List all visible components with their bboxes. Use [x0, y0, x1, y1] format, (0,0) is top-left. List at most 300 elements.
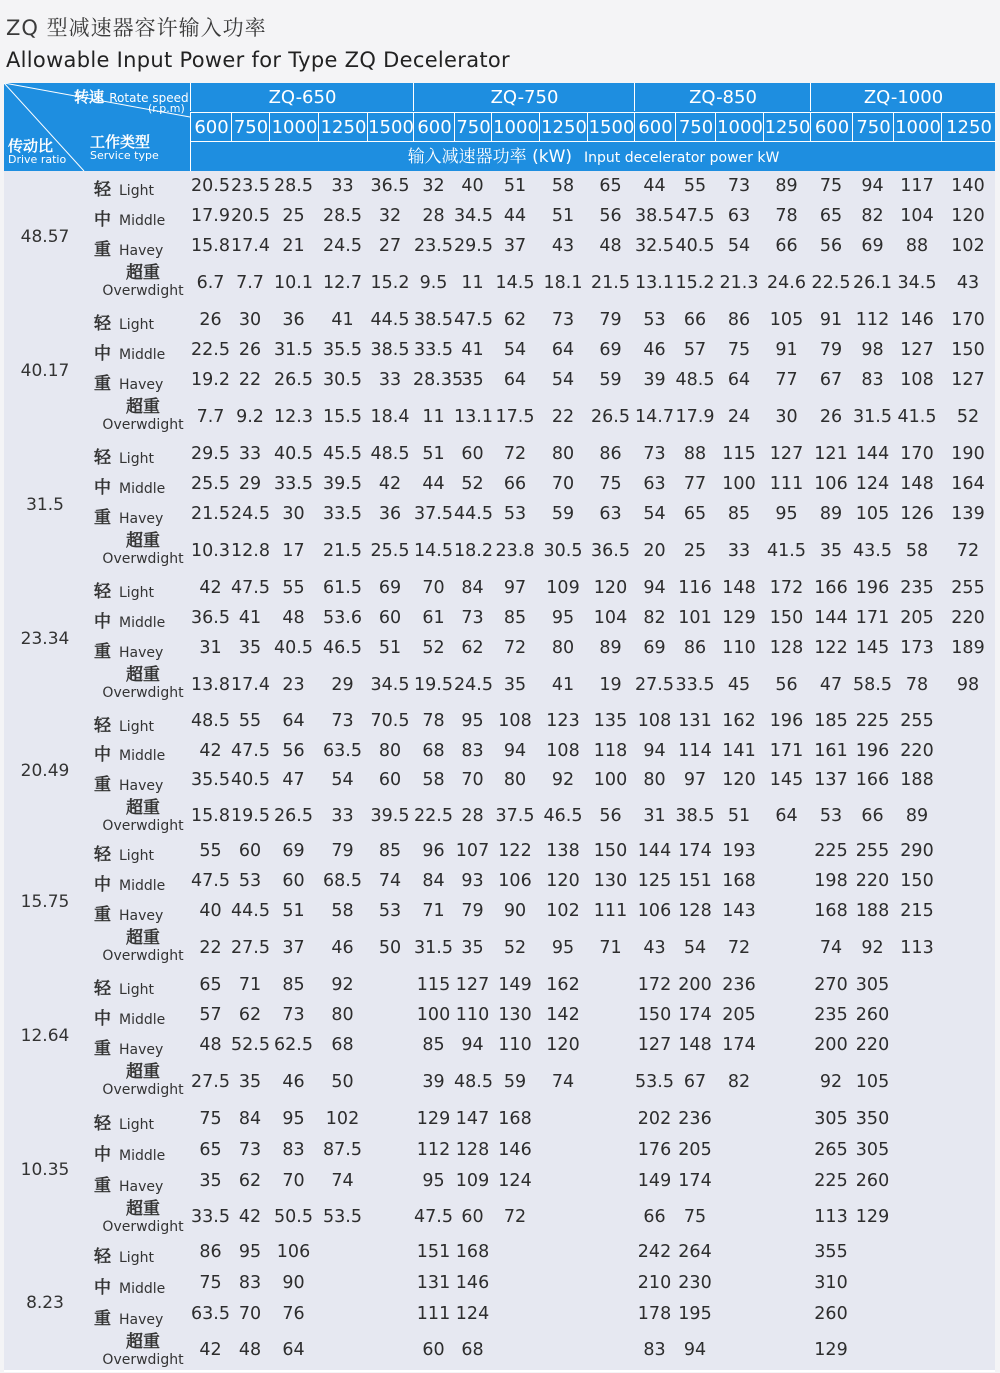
power-cell: 149	[637, 1171, 672, 1191]
power-cell: 92	[861, 938, 884, 958]
power-cell: 10.1	[274, 273, 313, 293]
power-cell: 55	[282, 578, 305, 598]
power-cell: 84	[422, 871, 445, 891]
power-cell: 46	[282, 1072, 305, 1092]
power-cell: 92	[551, 770, 575, 791]
power-cell: 28.35	[413, 370, 464, 390]
service-type-label: 超重 Overwdight	[102, 263, 184, 299]
power-cell: 43	[643, 938, 666, 958]
power-cell: 76	[282, 1304, 305, 1324]
power-cell: 220	[855, 871, 890, 891]
power-cell: 77	[775, 370, 798, 390]
power-cell: 58.5	[853, 675, 892, 695]
power-cell: 120	[546, 871, 580, 891]
power-cell: 109	[455, 1171, 490, 1191]
power-cell: 200	[678, 975, 712, 995]
power-cell: 47.5	[454, 310, 493, 330]
power-cell: 63.5	[323, 740, 362, 761]
power-cell: 305	[855, 975, 890, 995]
power-cell: 11	[461, 273, 484, 293]
power-cell: 235	[900, 578, 934, 598]
power-cell: 43	[956, 273, 980, 293]
power-cell: 64	[775, 806, 798, 826]
service-type-label: 中 Middle	[94, 210, 166, 230]
power-cell: 74	[551, 1072, 575, 1092]
power-cell: 111	[593, 901, 628, 921]
power-cell: 82	[643, 608, 666, 628]
power-cell: 24	[727, 407, 751, 427]
power-cell: 82	[727, 1072, 751, 1092]
power-cell: 127	[769, 444, 804, 464]
service-type-label: 重 Havey	[94, 905, 164, 925]
power-cell: 57	[199, 1005, 222, 1025]
service-type-label: 中 Middle	[94, 875, 166, 895]
table-header	[4, 83, 995, 171]
power-cell: 42	[199, 1340, 222, 1360]
power-cell: 255	[855, 841, 890, 861]
power-cell: 171	[769, 740, 804, 761]
service-type-label: 重 Havey	[94, 508, 164, 528]
power-cell: 38.5	[414, 310, 453, 330]
power-cell: 44	[503, 206, 527, 226]
power-cell: 60	[461, 1207, 484, 1227]
power-cell: 84	[238, 1109, 262, 1129]
power-cell: 50	[378, 938, 402, 958]
power-cell: 96	[422, 841, 445, 861]
power-cell: 162	[722, 711, 756, 731]
power-cell: 73	[238, 1140, 262, 1160]
power-cell: 70	[551, 474, 575, 494]
power-cell: 106	[276, 1242, 311, 1262]
speed-header: 1250	[539, 112, 588, 141]
power-cell: 33.5	[414, 340, 453, 360]
power-cell: 56	[819, 236, 843, 256]
power-cell: 105	[855, 504, 890, 524]
power-cell: 57	[683, 340, 707, 360]
power-cell: 72	[503, 444, 527, 464]
power-cell: 83	[461, 740, 484, 761]
model-header: ZQ-750	[413, 83, 635, 111]
power-cell: 162	[546, 975, 580, 995]
power-cell: 80	[551, 444, 575, 464]
power-cell: 73	[331, 711, 354, 731]
drive-ratio-value: 40.17	[20, 361, 70, 381]
power-cell: 350	[855, 1109, 890, 1129]
speed-header: 1000	[269, 112, 319, 141]
power-cell: 101	[678, 608, 712, 628]
power-cell: 33	[238, 444, 262, 464]
power-cell: 67	[683, 1072, 707, 1092]
power-cell: 27.5	[231, 938, 270, 958]
power-cell: 47	[282, 770, 305, 791]
service-type-label: 中 Middle	[94, 1144, 166, 1165]
power-cell: 124	[855, 474, 890, 494]
power-cell: 59	[503, 1072, 527, 1092]
power-cell: 124	[455, 1304, 490, 1324]
power-cell: 18.1	[543, 273, 583, 293]
power-cell: 28	[461, 806, 484, 826]
table-row	[86, 1166, 995, 1197]
power-cell: 68	[422, 740, 445, 761]
power-cell: 36.5	[370, 176, 410, 196]
speed-header: 1250	[941, 112, 996, 141]
power-cell: 68.5	[323, 871, 362, 891]
power-cell: 69	[378, 578, 402, 598]
power-cell: 142	[546, 1005, 580, 1025]
power-cell: 122	[814, 638, 848, 658]
power-cell: 12.3	[274, 407, 313, 427]
service-type-label: 重 Havey	[94, 642, 164, 662]
power-cell: 48	[238, 1340, 262, 1360]
power-cell: 72	[503, 1207, 527, 1227]
power-cell: 56	[599, 806, 622, 826]
ratio-group	[4, 707, 995, 838]
power-cell: 55	[683, 176, 707, 196]
service-type-label: 轻 Light	[94, 448, 154, 468]
power-cell: 53	[503, 504, 527, 524]
power-cell: 125	[637, 871, 672, 891]
power-cell: 60	[282, 871, 305, 891]
speed-header: 600	[634, 112, 676, 141]
power-cell: 168	[498, 1109, 532, 1129]
power-cell: 85	[503, 608, 527, 628]
power-cell: 54	[551, 370, 575, 390]
power-cell: 145	[769, 770, 804, 791]
power-cell: 135	[593, 711, 628, 731]
table-row	[86, 737, 995, 767]
power-cell: 18.2	[454, 541, 493, 561]
power-cell: 36.5	[591, 541, 630, 561]
ratio-group	[4, 305, 995, 441]
power-cell: 15.2	[675, 273, 715, 293]
power-cell: 260	[814, 1304, 848, 1324]
power-cell: 41	[331, 310, 354, 330]
power-cell: 130	[593, 871, 628, 891]
power-cell: 19	[599, 675, 622, 695]
power-cell: 129	[855, 1207, 890, 1227]
power-cell: 310	[814, 1273, 848, 1293]
table-row	[86, 766, 995, 796]
power-cell: 55	[238, 711, 262, 731]
power-cell: 150	[900, 871, 934, 891]
power-cell: 196	[855, 740, 890, 761]
power-cell: 117	[900, 176, 934, 196]
power-cell: 48	[199, 1035, 222, 1055]
power-cell: 56	[282, 740, 305, 761]
power-cell: 43	[551, 236, 575, 256]
ratio-group	[4, 171, 995, 307]
power-cell: 151	[416, 1242, 451, 1262]
power-cell: 28.5	[274, 176, 313, 196]
power-cell: 62	[503, 310, 527, 330]
service-type-label: 超重 Overwdight	[102, 1062, 184, 1098]
power-cell: 68	[331, 1035, 354, 1055]
power-cell: 79	[331, 841, 354, 861]
power-cell: 128	[455, 1140, 490, 1160]
power-cell: 54	[643, 504, 666, 524]
speed-header: 750	[675, 112, 716, 141]
table-row	[86, 1030, 995, 1060]
power-cell: 210	[637, 1273, 672, 1293]
power-cell: 60	[378, 608, 402, 628]
power-cell: 34.5	[370, 675, 410, 695]
power-cell: 195	[678, 1304, 712, 1324]
power-cell: 200	[814, 1035, 848, 1055]
power-cell: 120	[722, 770, 756, 791]
power-cell: 95	[775, 504, 798, 524]
power-cell: 11	[422, 407, 445, 427]
power-cell: 145	[855, 638, 890, 658]
power-cell: 31.5	[274, 340, 313, 360]
power-cell: 121	[814, 444, 848, 464]
power-cell: 33	[727, 541, 751, 561]
power-cell: 71	[422, 901, 445, 921]
power-cell: 255	[900, 711, 934, 731]
power-cell: 170	[951, 310, 985, 330]
rpm-label: (r.p.m)	[148, 102, 185, 115]
power-cell: 89	[819, 504, 843, 524]
power-cell: 66	[503, 474, 527, 494]
power-cell: 94	[461, 1035, 484, 1055]
service-type-label: 超重 Overwdight	[102, 1332, 184, 1368]
power-cell: 78	[905, 675, 929, 695]
power-cell: 196	[769, 711, 804, 731]
power-cell: 91	[775, 340, 798, 360]
power-cell: 42	[378, 474, 402, 494]
power-cell: 27.5	[191, 1072, 230, 1092]
power-cell: 53.5	[635, 1072, 674, 1092]
power-cell: 35	[819, 541, 843, 561]
power-cell: 63	[643, 474, 666, 494]
power-cell: 46.5	[543, 806, 583, 826]
power-cell: 52	[956, 407, 980, 427]
power-cell: 14.5	[414, 541, 453, 561]
power-cell: 92	[331, 975, 354, 995]
rotate-speed-label: 转速 Rotate speed	[74, 88, 189, 106]
power-cell: 33	[331, 176, 354, 196]
power-cell: 32	[422, 176, 445, 196]
power-cell: 148	[678, 1035, 712, 1055]
power-cell: 65	[199, 975, 222, 995]
power-cell: 21.5	[191, 504, 230, 524]
power-cell: 65	[599, 176, 622, 196]
power-cell: 173	[900, 638, 934, 658]
power-cell: 79	[819, 340, 843, 360]
power-cell: 93	[461, 871, 484, 891]
power-cell: 108	[546, 740, 580, 761]
power-cell: 48.5	[454, 1072, 493, 1092]
power-cell: 143	[722, 901, 756, 921]
power-cell: 102	[951, 236, 985, 256]
table-row	[86, 305, 995, 335]
power-cell: 66	[643, 1207, 666, 1227]
power-cell: 290	[900, 841, 934, 861]
power-cell: 41	[551, 675, 575, 695]
power-cell: 78	[775, 206, 798, 226]
power-cell: 85	[422, 1035, 445, 1055]
power-cell: 59	[599, 370, 622, 390]
power-header: 输入减速器功率 (kW) Input decelerator power kW	[190, 141, 996, 172]
power-cell: 150	[951, 340, 985, 360]
table-row	[86, 1197, 995, 1237]
power-cell: 100	[593, 770, 628, 791]
power-cell: 255	[951, 578, 985, 598]
power-cell: 73	[461, 608, 484, 628]
power-cell: 161	[814, 740, 848, 761]
power-cell: 65	[683, 504, 707, 524]
power-cell: 83	[861, 370, 884, 390]
power-cell: 34.5	[897, 273, 937, 293]
ratio-group	[4, 1104, 995, 1239]
power-cell: 83	[282, 1140, 305, 1160]
table-row	[86, 1299, 995, 1330]
power-cell: 50.5	[274, 1207, 313, 1227]
power-cell: 44.5	[454, 504, 493, 524]
speed-header: 750	[231, 112, 270, 141]
power-cell: 68	[461, 1340, 484, 1360]
table-row	[86, 231, 995, 261]
power-cell: 35	[238, 1072, 262, 1092]
power-cell: 48	[282, 608, 305, 628]
power-cell: 20	[643, 541, 666, 561]
power-cell: 38.5	[370, 340, 410, 360]
power-cell: 64	[282, 1340, 305, 1360]
table-row	[86, 926, 995, 970]
power-cell: 26	[819, 407, 843, 427]
power-cell: 22.5	[811, 273, 851, 293]
power-cell: 110	[455, 1005, 490, 1025]
model-header: ZQ-650	[190, 83, 414, 111]
power-cell: 110	[722, 638, 756, 658]
table-row	[86, 866, 995, 896]
power-cell: 106	[498, 871, 532, 891]
power-cell: 26.5	[274, 370, 313, 390]
power-cell: 104	[900, 206, 934, 226]
power-cell: 24.5	[454, 675, 493, 695]
table-row	[86, 796, 995, 836]
power-cell: 26.5	[591, 407, 630, 427]
service-type-label: 超重 Overwdight	[102, 665, 184, 701]
power-cell: 41	[461, 340, 484, 360]
power-cell: 25.5	[370, 541, 410, 561]
power-cell: 139	[951, 504, 985, 524]
power-cell: 105	[769, 310, 804, 330]
power-cell: 9.5	[419, 273, 448, 293]
power-cell: 30	[282, 504, 305, 524]
service-type-label: 轻 Light	[94, 180, 154, 200]
power-cell: 38.5	[675, 806, 715, 826]
power-cell: 151	[678, 871, 712, 891]
power-cell: 193	[722, 841, 756, 861]
drive-ratio-value: 8.23	[26, 1292, 64, 1313]
power-cell: 115	[722, 444, 756, 464]
power-cell: 185	[814, 711, 848, 731]
power-cell: 80	[643, 770, 666, 791]
power-cell: 30.5	[543, 541, 583, 561]
table-row	[86, 633, 995, 663]
power-cell: 60	[461, 444, 484, 464]
power-cell: 108	[498, 711, 532, 731]
power-cell: 23.8	[495, 541, 535, 561]
power-cell: 23.5	[414, 236, 453, 256]
power-cell: 73	[727, 176, 751, 196]
power-cell: 166	[855, 770, 890, 791]
power-cell: 41.5	[897, 407, 937, 427]
title-english: Allowable Input Power for Type ZQ Decelerator	[6, 48, 510, 72]
drive-ratio-value: 10.35	[20, 1159, 70, 1180]
table-row	[86, 365, 995, 395]
power-cell: 39	[643, 370, 666, 390]
power-cell: 205	[722, 1005, 756, 1025]
speed-header: 1250	[318, 112, 368, 141]
power-cell: 22	[551, 407, 575, 427]
power-cell: 98	[956, 675, 980, 695]
power-cell: 80	[331, 1005, 354, 1025]
power-cell: 42	[199, 740, 222, 761]
power-cell: 24.5	[323, 236, 362, 256]
power-cell: 19.2	[191, 370, 230, 390]
power-cell: 164	[951, 474, 985, 494]
power-cell: 51	[282, 901, 305, 921]
power-cell: 40	[461, 176, 484, 196]
power-cell: 37.5	[414, 504, 453, 524]
table-row	[86, 836, 995, 866]
service-type-label: 超重 Overwdight	[102, 798, 184, 834]
power-cell: 70	[422, 578, 445, 598]
power-cell: 129	[722, 608, 756, 628]
power-cell: 86	[683, 638, 707, 658]
power-cell: 30.5	[323, 370, 362, 390]
power-cell: 220	[900, 740, 934, 761]
power-cell: 74	[819, 938, 843, 958]
power-cell: 19.5	[231, 806, 270, 826]
service-type-label: 超重 Overwdight	[102, 1199, 184, 1235]
power-cell: 40.5	[675, 236, 715, 256]
power-cell: 95	[422, 1171, 445, 1191]
ratio-group	[4, 836, 995, 972]
power-cell: 6.7	[196, 273, 225, 293]
power-cell: 149	[498, 975, 532, 995]
power-cell: 98	[861, 340, 884, 360]
power-cell: 40.5	[231, 770, 270, 791]
power-cell: 24.6	[767, 273, 806, 293]
power-cell: 47.5	[231, 740, 270, 761]
power-cell: 52	[503, 938, 527, 958]
power-cell: 69	[861, 236, 884, 256]
power-cell: 10.3	[191, 541, 230, 561]
power-cell: 38.5	[635, 206, 674, 226]
service-type-label: 工作类型 Service type	[90, 133, 159, 162]
power-cell: 89	[905, 806, 929, 826]
power-cell: 13.1	[454, 407, 493, 427]
service-type-label: 轻 Light	[94, 1246, 154, 1267]
power-cell: 36.5	[191, 608, 230, 628]
power-cell: 29.5	[191, 444, 230, 464]
power-cell: 17.9	[675, 407, 715, 427]
power-cell: 128	[769, 638, 804, 658]
table-row	[86, 970, 995, 1000]
power-cell: 26	[238, 340, 262, 360]
power-cell: 205	[900, 608, 934, 628]
power-cell: 168	[722, 871, 756, 891]
power-cell: 127	[951, 370, 985, 390]
power-cell: 21	[282, 236, 305, 256]
power-cell: 53	[643, 310, 666, 330]
power-cell: 95	[551, 938, 575, 958]
power-cell: 30	[238, 310, 262, 330]
power-cell: 45	[727, 675, 751, 695]
power-cell: 21.5	[591, 273, 630, 293]
